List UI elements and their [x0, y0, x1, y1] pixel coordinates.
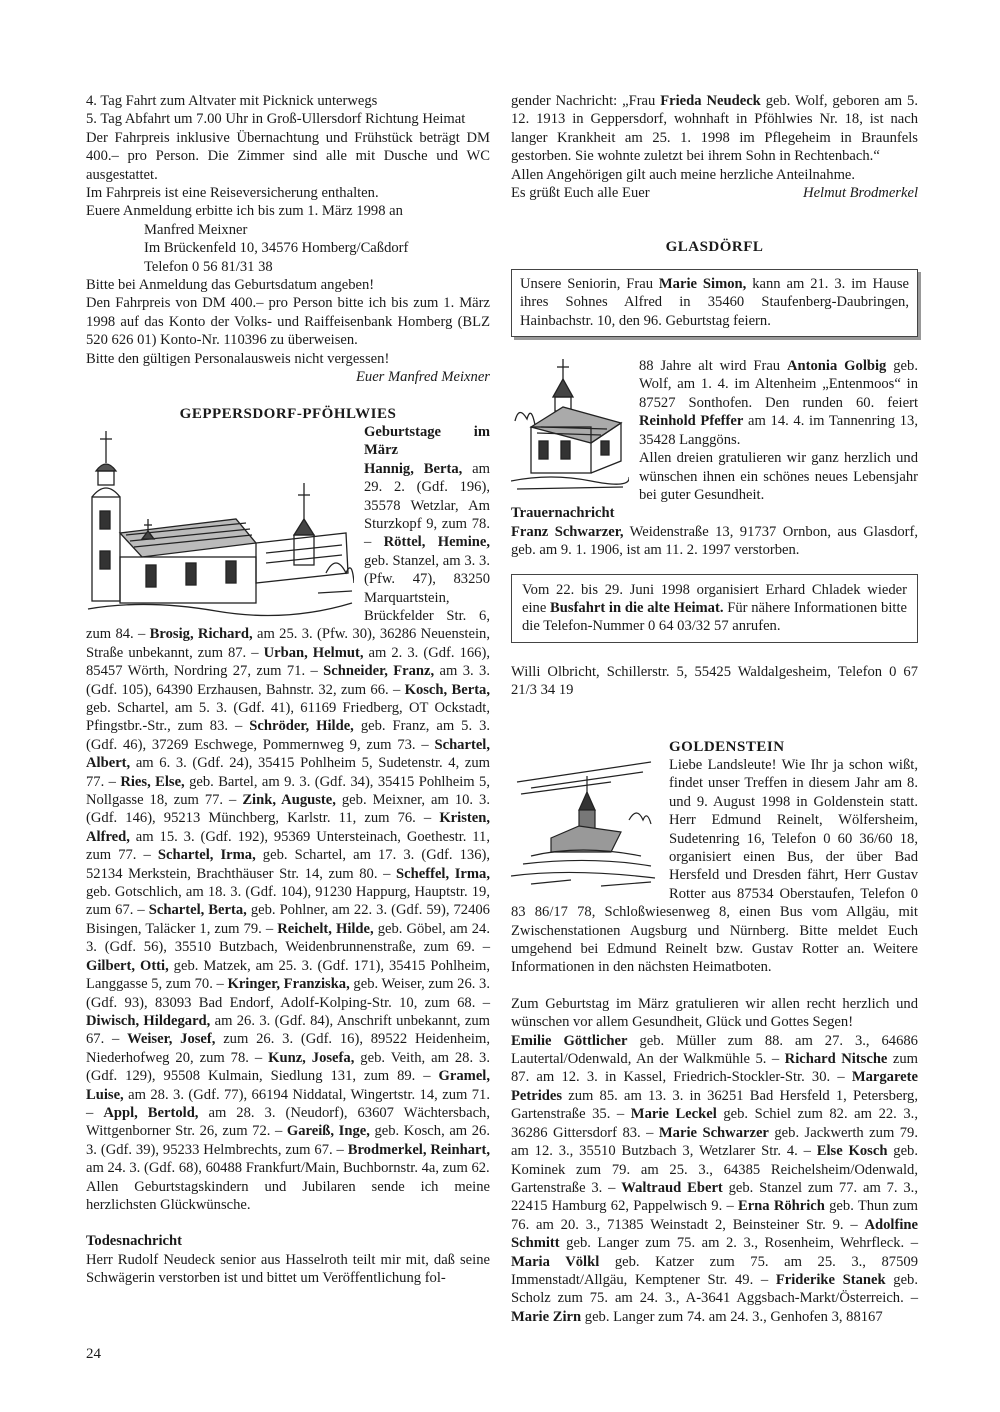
- obituary-text: Herr Rudolf Neudeck senior aus Hasselroth teilt mir mit, daß seine Schwägerin verstorben ist und bittet um Veröffentlichung fol-: [86, 1251, 490, 1287]
- text-run: 88 Jahre alt wird Frau: [639, 358, 787, 375]
- entry-details: geb. Langer zum 75. am 2. 3., Rosenheim, Wehrfleck. –: [559, 1235, 918, 1252]
- text-run: Unsere Seniorin, Frau: [520, 275, 659, 292]
- entry-name: Reichelt, Hilde,: [277, 920, 374, 937]
- entry-name: Gramel, Luise,: [86, 1068, 490, 1103]
- goldenstein-section: [511, 738, 918, 977]
- entry-name: Urban, Helmut,: [263, 644, 364, 661]
- entry-details: am 26. 3. (Gdf. 84), Anschrift unbekannt, zum 67. –: [86, 1012, 490, 1048]
- entry-name: Diwisch, Hildegard,: [86, 1012, 211, 1029]
- goldenstein-birthdays: [511, 1032, 918, 1327]
- entry-details: geb. Thun zum 76. am 20. 3., 71385 Weinstadt 2, Beinsteiner Str. 9. –: [511, 1198, 918, 1233]
- church-illustration-glasdoerfl: [511, 357, 629, 497]
- entry-name: Marie Zirn: [511, 1308, 582, 1325]
- entry-details: am 25. 3. (Pfw. 30), 36286 Neuenstein, Straße unbekannt, zum 87. –: [86, 626, 490, 661]
- willi-olbricht-address: Willi Olbricht, Schillerstr. 5, 55425 Waldalgesheim, Telefon 0 67 21/3 34 19: [511, 663, 918, 699]
- goldenstein-entry-list: [511, 1033, 918, 1325]
- entry-details: geb. Göbel, am 24. 3. (Gdf. 56), 35510 Butzbach, Weidenbrunnenstraße, zum 69. –: [86, 920, 490, 956]
- entry-details: zum 85. am 13. 3. in 36251 Bad Hersfeld 1, Petersberg, Gartenstraße 35. –: [511, 1087, 918, 1123]
- person-name: Antonia Golbig: [787, 358, 887, 375]
- signature-brodmerkel: Helmut Brodmerkel: [803, 185, 918, 202]
- left-column: [86, 92, 490, 1288]
- entry-details: geb. Scholz zum 75. am 24. 3., A-3641 Aggsbach-Markt/Österreich. –: [511, 1271, 918, 1307]
- entry-name: Emilie Göttlicher: [511, 1032, 628, 1049]
- entry-name: Zink, Auguste,: [242, 792, 336, 809]
- entry-details: geb. Veith, am 28. 3. (Gdf. 129), 95508 Kulmain, Siedlung 131, zum 89. –: [86, 1049, 491, 1085]
- entry-name: Else Kosch: [816, 1143, 888, 1160]
- text-run: Weidenstraße 13, 91737 Ornbon, aus Glasdorf, geb. am 9. 1. 1906, ist am 11. 2. 1997 verstorben.: [511, 523, 918, 559]
- entry-name: Erna Röhrich: [737, 1198, 825, 1215]
- geppersdorf-subheading: Geburtstage im März: [364, 423, 490, 459]
- obituary-continuation: [511, 92, 918, 166]
- church-illustration-geppersdorf: [86, 423, 354, 623]
- entry-name: Waltraud Ebert: [621, 1179, 723, 1196]
- trip-paragraph: Bitte bei Anmeldung das Geburtsdatum angeben!: [86, 277, 375, 294]
- greeting-line: [511, 184, 918, 202]
- chapel-drawing-icon: [511, 357, 629, 497]
- entry-name: Richard Nitsche: [784, 1051, 888, 1068]
- glasdoerfl-birthdays: [511, 357, 918, 504]
- entry-details: geb. Schartel, am 5. 3. (Gdf. 41), 61169 Friedberg, OT Ockstadt, Pfingstbr.-Str., zum 83. –: [86, 700, 490, 735]
- entry-name: Hannig, Berta,: [364, 460, 463, 477]
- goldenstein-letter: Liebe Landsleute! Wie Ihr ja schon wißt, findet unser Treffen in diesem Jahr am 8. und 9. August 1998 in Goldenstein statt. Herr Edmund Reinelt, Wölfersheim, Sudetenring 16, Telefon 0 60 36/60 18, organisiert einen Bus, der über Bad Hersfeld und Dresden fährt, Herr Gustav Rotter aus 87534 Oberstaufen, Telefon 0 83 86/17 78, Schloßwiesenweg 8, einen Bus vom Allgäu, mit Zwischenstationen Augsburg und Nürnberg. Bitte meldet Euch umgehend bei Edmund Reinelt bzw. Gustav Rotter an. Weitere Informationen in den nächsten Heimatboten.: [511, 756, 918, 976]
- address-line: Im Brückenfeld 10, 34576 Homberg/Caßdorf: [144, 240, 409, 257]
- entry-name: Kosch, Berta,: [404, 681, 490, 698]
- trip-paragraph: Bitte den gültigen Personalausweis nicht vergessen!: [86, 350, 390, 367]
- entry-details: geb. Gotschlich, am 18. 3. (Gdf. 104), 91230 Happurg, Hauptstr. 19, zum 67. –: [86, 884, 490, 919]
- entry-name: Brodmerkel, Reinhart,: [347, 1141, 490, 1158]
- entry-details: am 29. 2. (Gdf. 196), 35578 Wetzlar, Am Sturzkopf 9, zum 78. –: [364, 460, 490, 551]
- text-run: Vom 22. bis 29. Juni 1998 organisiert Erhard Chladek wieder eine: [522, 581, 907, 616]
- entry-name: Gilbert, Otti,: [86, 957, 169, 974]
- entry-details: am 28. 3. (Neudorf), 63607 Wächtersbach, Wittgenborner Str. 26, zum 72. –: [86, 1104, 491, 1140]
- notice-box-busfahrt: [511, 574, 918, 643]
- entry-details: zum 26. 3. (Gdf. 16), 89522 Heidenheim, Niederhofweg 20, zum 78. –: [86, 1031, 490, 1066]
- entry-name: Scheffel, Irma,: [396, 865, 490, 882]
- entry-details: geb. Katzer zum 75. am 25. 3., 87509 Immenstadt/Allgäu, Kemptener Str. 49. –: [511, 1253, 918, 1288]
- glasdoerfl-congrats: Allen dreien gratulieren wir ganz herzlich und wünschen ihnen ein schönes neues Lebensjahr bei guter Gesundheit.: [639, 450, 918, 503]
- entry-name: Kristen, Alfred,: [86, 810, 490, 845]
- greeting-text: Es grüßt Euch alle Euer: [511, 185, 650, 202]
- text-run: geb. Wolf, geboren am 5. 12. 1913 in Geppersdorf, wohnhaft in Pföhlwies Nr. 18, ist nach langer Krankheit am 25. 1. 1998 im Pflegeheim in Braunfels gestorben. Sie wohnte zuletzt bei ihrem Sohn in Rechtenbach.“: [511, 93, 918, 165]
- text-run: am 14. 4. im Tannenring 13, 35428 Langgöns.: [639, 413, 918, 448]
- entry-name: Schartel, Albert,: [86, 736, 490, 772]
- entry-details: am 28. 3. (Gdf. 77), 66194 Niddatal, Wingertstr. 14, zum 71. –: [86, 1086, 490, 1121]
- entry-name: Schneider, Franz,: [323, 663, 435, 680]
- entry-details: geb. Kominek zum 79. am 25. 3., 64385 Reichelsheim/Odenwald, Gartenstraße 3. –: [511, 1143, 919, 1196]
- entry-details: geb. Langer zum 74. am 24. 3., Genhofen 3, 88167: [581, 1308, 883, 1325]
- entry-details: am 2. 3. (Gdf. 166), 85457 Wörth, Nordring 27, zum 71. –: [86, 644, 490, 680]
- entry-name: Weiser, Josef,: [127, 1031, 216, 1048]
- entry-name: Schartel, Berta,: [148, 902, 247, 919]
- trip-paragraph: Der Fahrpreis inklusive Übernachtung und Frühstück beträgt DM 400.– pro Person. Die Zimmer sind alle mit Dusche und WC ausgestattet.: [86, 129, 490, 183]
- trip-item: 4. Tag Fahrt zum Altvater mit Picknick unterwegs: [86, 93, 378, 109]
- entry-name: Maria Völkl: [511, 1253, 600, 1270]
- address-line: Manfred Meixner: [144, 221, 248, 238]
- church-illustration-goldenstein: [511, 760, 659, 890]
- entry-name: Röttel, Hemine,: [383, 534, 490, 551]
- trauer-heading: Trauernachricht: [511, 505, 615, 522]
- entry-details: zum 87. am 12. 3. in Kassel, Friedrich-Stockler-Str. 30. –: [511, 1051, 919, 1086]
- text-run: Für nähere Informationen bitte die Telefon-Nummer 0 64 03/32 57 anrufen.: [522, 599, 907, 635]
- geppersdorf-closing: Allen Geburtstagskindern und Jubilaren sende ich meine herzlichsten Glückwünsche.: [86, 1178, 490, 1213]
- entry-name: Schartel, Irma,: [157, 847, 256, 864]
- trip-paragraph: Im Fahrpreis ist eine Reiseversicherung enthalten.: [86, 185, 379, 202]
- entry-details: am 3. 3. (Gdf. 105), 64390 Erzhausen, Bahnstr. 32, zum 66. –: [86, 663, 490, 698]
- trauer-text: [511, 523, 918, 560]
- geppersdorf-birthdays: [86, 423, 490, 1178]
- entry-name: Brosig, Richard,: [149, 626, 253, 643]
- entry-details: geb. Schiel zum 82. am 22. 3., 36286 Gittersdorf 83. –: [511, 1106, 918, 1141]
- entry-details: geb. Meixner, am 10. 3. (Gdf. 146), 95213 Münchberg, Karlstr. 11, zum 76. –: [86, 792, 490, 827]
- entry-details: geb. Pohlner, am 22. 3. (Gdf. 59), 72406 Bisingen, Taläcker 1, zum 79. –: [86, 902, 490, 937]
- person-name: Marie Simon,: [658, 275, 747, 292]
- text-run: gender Nachricht: „Frau: [511, 93, 661, 109]
- entry-details: geb. Matzek, am 25. 3. (Gdf. 171), 35415 Pohlheim, Langgasse 5, zum 70. –: [86, 957, 490, 993]
- obituary-heading: Todesnachricht: [86, 1233, 182, 1250]
- entry-details: geb. Bartel, am 9. 3. (Gdf. 34), 35415 Pohlheim 5, Nollgasse 18, zum 77. –: [86, 773, 490, 809]
- section-heading-geppersdorf: GEPPERSDORF-PFÖHLWIES: [179, 405, 397, 422]
- person-name: Reinhold Pfeffer: [639, 413, 744, 430]
- entry-name: Kunz, Josefa,: [268, 1049, 355, 1066]
- entry-name: Appl, Bertold,: [103, 1104, 199, 1121]
- text-run: kann am 21. 3. im Hause ihres Sohnes Alfred in 35460 Staufenberg-Daubringen, Hainbachstr. 10, den 96. Geburtstag feiern.: [520, 275, 909, 329]
- entry-name: Schröder, Hilde,: [249, 718, 354, 735]
- page-number: 24: [86, 1346, 101, 1362]
- entry-details: am 24. 3. (Gdf. 68), 60488 Frankfurt/Main, Buchbornstr. 4a, zum 62.: [86, 1160, 490, 1177]
- entry-details: am 15. 3. (Gdf. 192), 95369 Untersteinach, Goethestr. 11, zum 77. –: [86, 828, 490, 864]
- text-run: geb. Wolf, am 1. 4. im Altenheim „Entenmoos“ in 87527 Sonthofen. Den runden 60. feiert: [639, 358, 918, 411]
- entry-details: geb. Jackwerth zum 79. am 12. 3., 35510 Butzbach 3, Wetzlarer Str. 4. –: [511, 1124, 918, 1160]
- entry-name: Margarete Petrides: [511, 1069, 918, 1104]
- entry-name: Marie Leckel: [630, 1106, 717, 1123]
- address-line: Telefon 0 56 81/31 38: [144, 258, 273, 275]
- entry-name: Ries, Else,: [120, 773, 185, 790]
- entry-name: Gareiß, Inge,: [286, 1123, 370, 1140]
- entry-name: Friderike Stanek: [775, 1271, 886, 1288]
- trip-paragraph: Euere Anmeldung erbitte ich bis zum 1. März 1998 an: [86, 203, 403, 220]
- signature-meixner: Euer Manfred Meixner: [355, 369, 490, 386]
- bus-trip-title: Busfahrt in die alte Heimat.: [550, 599, 724, 616]
- goldenstein-intro: Zum Geburtstag im März gratulieren wir allen recht herzlich und wünschen vor allem Gesundheit, Glück und Gottes Segen!: [511, 995, 918, 1031]
- notice-box-marie-simon: [511, 269, 918, 337]
- deceased-name: Frieda Neudeck: [660, 93, 761, 109]
- entry-name: Marie Schwarzer: [658, 1124, 769, 1141]
- entry-details: geb. Kosch, am 26. 3. (Gdf. 39), 95233 Helmbrechts, zum 67. –: [86, 1123, 490, 1158]
- entry-details: geb. Stanzel, am 3. 3. (Pfw. 47), 83250 Marquartstein, Brückfelder Str. 6, zum 84. –: [86, 552, 490, 643]
- trip-paragraph: Den Fahrpreis von DM 400.– pro Person bitte ich bis zum 1. März 1998 auf das Konto der Volks- und Raiffeisenbank Homberg (BLZ 520 626 01) Konto-Nr. 110396 zu überweisen.: [86, 295, 490, 349]
- person-name: Franz Schwarzer,: [511, 523, 624, 540]
- trip-item: 5. Tag Abfahrt um 7.00 Uhr in Groß-Ullersdorf Richtung Heimat: [86, 111, 466, 128]
- entry-details: am 6. 3. (Gdf. 24), 35415 Pohlheim 5, Sudetenstr. 4, zum 77. –: [86, 755, 490, 790]
- entry-details: geb. Müller zum 88. am 27. 3., 64686 Lautertal/Odenwald, An der Walkmühle 5. –: [511, 1032, 918, 1068]
- entry-name: Adolfine Schmitt: [511, 1216, 918, 1252]
- entry-details: geb. Weiser, zum 26. 3. (Gdf. 93), 83093 Bad Endorf, Adolf-Kolping-Str. 10, zum 68. –: [86, 976, 491, 1011]
- condolence-text: Allen Angehörigen gilt auch meine herzliche Anteilnahme.: [511, 166, 856, 183]
- castle-drawing-icon: [511, 760, 659, 890]
- section-heading-glasdoerfl: GLASDÖRFL: [665, 239, 764, 256]
- section-heading-goldenstein: GOLDENSTEIN: [669, 738, 785, 755]
- right-column: [511, 92, 918, 1326]
- entry-details: geb. Stanzel zum 77. am 7. 3., 22415 Hamburg 62, Pappelwisch 9. –: [511, 1179, 918, 1215]
- entry-name: Kringer, Franziska,: [227, 976, 350, 993]
- church-drawing-icon: [86, 423, 354, 623]
- entry-details: geb. Franz, am 5. 3. (Gdf. 46), 37269 Eschwege, Pommernweg 9, zum 73. –: [86, 718, 491, 753]
- entry-details: geb. Schartel, am 17. 3. (Gdf. 136), 52134 Merkstein, Brachthäuser Str. 14, zum 80. –: [86, 847, 490, 882]
